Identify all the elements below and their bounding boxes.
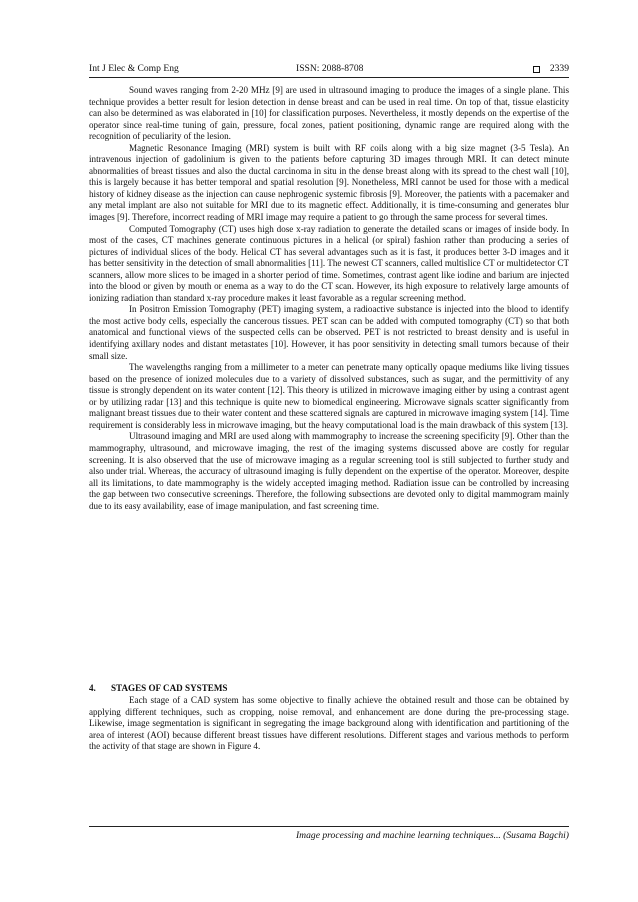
paragraph-pet: In Positron Emission Tomography (PET) imaging system, a radioactive substance is injected into the blood to identify the most active body cells, especially the cancerous tissues. PET scan can be added with computed tomography (CT) so that both anatomical and functional views of the suspected cells can be observed. PET is not restricted to breast density and is useful in identifying axillary nodes and distant metastates [10]. However, it has poor sensitivity in detecting small tumors because of their small size. (89, 304, 569, 361)
paragraph-cad-stages: Each stage of a CAD system has some objective to finally achieve the obtained result and those can be obtained by applying different techniques, such as cropping, noise removal, and enhancement are done during the pre-processing stage. Likewise, image segmentation is significant in segregating the image background along with identification and partitioning of the area of interest (AOI) because different breast tissues have different resolutions. Different stages and various methods to perform the activity of that stage are shown in Figure 4. (89, 695, 569, 752)
issn: ISSN: 2088-8708 (296, 63, 364, 74)
paragraph-ct: Computed Tomography (CT) uses high dose x-ray radiation to generate the detailed scans or images of inside body. In most of the cases, CT machines generate continuous pictures in a helical (or spiral) fashion rather than producing a series of pictures of individual slices of the body. Helical CT has several advantages such as it is fast, it produces better 3-D images and it has better sensitivity in the detection of small abnormalities [11]. The newest CT scanners, called multislice CT or multidetector CT scanners, allow more slices to be imaged in a shorter period of time. Sometimes, contrast agent like iodine and barium are injected into the blood or given by mouth or enema as a way to do the CT scan. However, its high exposure to relatively large amounts of ionizing radiation than standard x-ray procedure makes it least favorable as a regular screening method. (89, 223, 569, 303)
paragraph-summary: Ultrasound imaging and MRI are used along with mammography to increase the screening specificity [9]. Other than the mammography, ultrasound, and microwave imaging, the rest of the imaging systems discussed above are costly for regular screening. It is also observed that the use of microwave imaging as a regular screening tool is still subjected to further study and also under trial. Whereas, the accuracy of ultrasound imaging is fully dependent on the expertise of the operator. Moreover, despite all its limitations, to date mammography is the widely accepted imaging method. Radiation issue can be controlled by increasing the gap between two consecutive screenings. Therefore, the following subsections are devoted only to digital mammogram mainly due to its easy availability, ease of image manipulation, and fast screening time. (89, 431, 569, 511)
section-number: 4. (89, 683, 96, 693)
section-body (89, 695, 569, 753)
section-title: STAGES OF CAD SYSTEMS (111, 683, 228, 693)
footer-rule (89, 826, 569, 827)
paragraph-mri: Magnetic Resonance Imaging (MRI) system is built with RF coils along with a big size magnet (3-5 Tesla). An intravenous injection of gadolinium is given to the patients before capturing 3D images through MRI. It can detect minute abnormalities of breast tissues and also the ductal carcinoma in situ in the dense breast along with its spread to the chest wall [10], this is largely because it has better temporal and spatial resolution [9]. Nonetheless, MRI cannot be used for those with a medical history of kidney disease as the injection can cause nephrogenic systemic fibrosis [9]. Moreover, the patients with a pacemaker and any metal implant are also not suitable for MRI due to its magnetic effect. Additionally, it is time-consuming and generates blur images [9]. Therefore, incorrect reading of MRI image may require a patient to go through the same process for several times. (89, 142, 569, 223)
checkbox-square-icon (533, 66, 540, 73)
running-title: Image processing and machine learning techniques... (Susama Bagchi) (295, 830, 569, 841)
header-rule (89, 77, 569, 78)
page-number-block (533, 62, 569, 76)
paragraph-microwave: The wavelengths ranging from a millimeter to a meter can penetrate many optically opaque mediums like living tissues based on the presence of ionized molecules due to a variety of dissolved substances, such as sugar, and the permittivity of any tissue is strongly dependent on its water content [12]. This theory is utilized in microwave imaging either by using a contrast agent or by utilizing radar [13] and this technique is quite new to biomedical engineering. Microwave signals scatter significantly from malignant breast tissues due to their water content and these scattered signals are captured in microwave imaging system [14]. Time requirement is considerably less in microwave imaging, but the heavy computational load is the main drawback of this system [13]. (89, 362, 569, 430)
paragraph-ultrasound: Sound waves ranging from 2-20 MHz [9] are used in ultrasound imaging to produce the images of a single plane. This technique provides a better result for lesion detection in dense breast and can be used in real time. On top of that, tissue elasticity can also be determined as was elaborated in [10] for classification purposes. Nevertheless, it mostly depends on the expertise of the operator since real-time tuning of gain, pressure, focal zones, patient positioning, dynamic range are required along with the recognition of peculiarity of the lesion. (89, 85, 569, 142)
body-text (89, 85, 569, 512)
section-heading (89, 683, 569, 695)
journal-name: Int J Elec & Comp Eng (89, 63, 179, 74)
page-header (89, 62, 569, 76)
page-number: 2339 (549, 63, 569, 74)
